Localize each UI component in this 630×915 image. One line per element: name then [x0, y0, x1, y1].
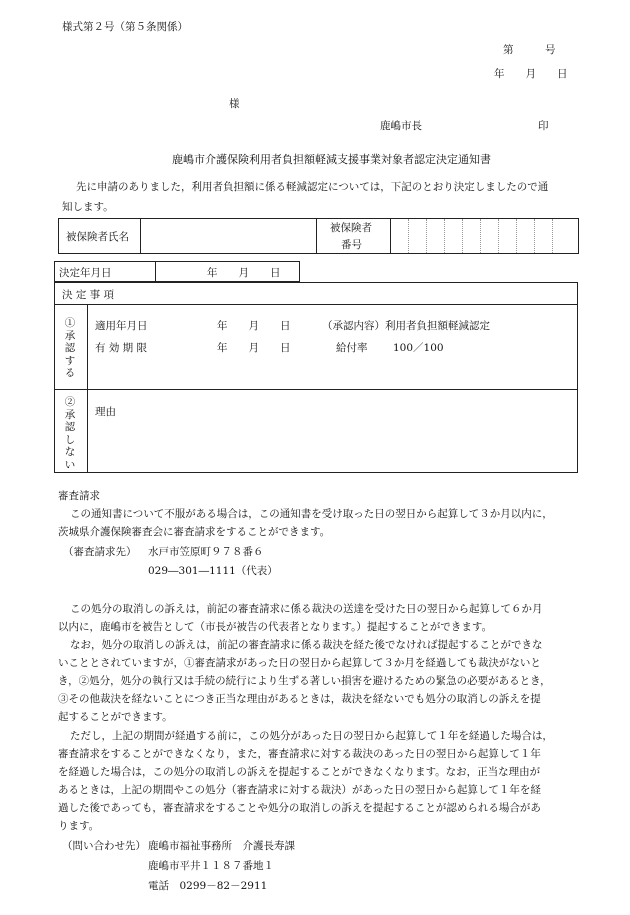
contact-address: 鹿嶋市平井１１８７番地１	[148, 860, 274, 872]
lawsuit-p1-line-2: 以内に，鹿嶋市を被告として（市長が被告の代表者となります。）提起することができます。	[58, 621, 493, 633]
decision-date-value: 年 月 日	[207, 267, 281, 279]
lawsuit-p2-line-1: なお，処分の取消しの訴えは，前記の審査請求に係る裁決を経た後でなければ提起することができな	[70, 639, 543, 651]
lawsuit-p3-line-5: 過した後であっても，審査請求をすることや処分の取消しの訴えを提起することが認められる場合があ	[58, 802, 541, 814]
lawsuit-p2-line-4: ③その他裁決を経ないことにつき正当な理由があるときは，裁決を経ないでも処分の取消しの訴えを提	[58, 693, 541, 705]
issue-date-label: 年 月 日	[494, 68, 568, 80]
lawsuit-p1-line-1: この処分の取消しの訴えは，前記の審査請求に係る裁決の送達を受けた日の翌日から起算して６か月	[70, 603, 543, 615]
sender-name: 鹿嶋市長	[380, 120, 422, 132]
form-number: 様式第２号（第５条関係）	[62, 21, 188, 33]
contact-label: （問い合わせ先）	[62, 840, 146, 852]
insured-name-label: 被保険者氏名	[66, 231, 129, 243]
appeal-destination-phone: 029―301―1111（代表）	[148, 565, 278, 577]
lawsuit-p3-line-1: ただし，上記の期間が経過する前に，この処分があった日の翌日から起算して１年を経過した場合は，	[70, 730, 553, 742]
intro-line-1: 先に申請のありました，利用者負担額に係る軽減認定については，下記のとおり決定しましたので通	[76, 181, 549, 193]
contact-phone: 電話 0299－82－2911	[148, 880, 268, 892]
approval-content: （承認内容）利用者負担額軽減認定	[322, 320, 490, 332]
reason-label: 理由	[95, 406, 116, 418]
lawsuit-p2-line-3: き，②処分，処分の執行又は手続の続行により生ずる著しい損害を避けるための緊急の必要があるとき，	[58, 675, 551, 687]
lawsuit-p3-line-2: 審査請求をすることができなくなり，また，審査請求に対する裁決のあった日の翌日から起算して１年	[58, 748, 541, 760]
lawsuit-p3-line-4: あるときは，上記の期間やこの処分（審査請求に対する裁決）があった日の翌日から起算して１年を経	[58, 784, 541, 796]
benefit-rate-label: 給付率	[336, 342, 368, 354]
decision-items-label: 決 定 事 項	[62, 289, 115, 301]
appeal-line-1: この通知書について不服がある場合は，この通知書を受け取った日の翌日から起算して３か月以内に，	[70, 508, 553, 520]
intro-line-2: 知します。	[62, 201, 114, 213]
appeal-destination-label: （審査請求先）	[63, 546, 137, 558]
contact-office: 鹿嶋市福祉事務所 介護長寿課	[148, 840, 295, 852]
benefit-rate-value: 100／100	[393, 342, 444, 354]
approve-label: ①承認する	[64, 317, 76, 379]
appeal-line-2: 茨城県介護保険審査会に審査請求をすることができます。	[58, 526, 331, 538]
lawsuit-p3-line-3: を経過した場合は，この処分の取消しの訴えを提起することができなくなります。なお，正当な理由が	[58, 766, 541, 778]
appeal-heading: 審査請求	[58, 490, 100, 502]
insured-number-label-1: 被保険者	[330, 222, 372, 234]
lawsuit-p2-line-2: いこととされていますが，①審査請求があった日の翌日から起算して３か月を経過しても裁決がないと	[58, 657, 541, 669]
reject-label: ②承認しない	[64, 396, 76, 471]
valid-period-label: 有 効 期 限	[95, 342, 148, 354]
decision-date-label: 決定年月日	[59, 267, 112, 279]
document-title: 鹿嶋市介護保険利用者負担額軽減支援事業対象者認定決定通知書	[172, 153, 491, 166]
apply-date-value: 年 月 日	[217, 320, 291, 332]
recipient-suffix: 様	[229, 98, 240, 110]
seal-mark: 印	[538, 120, 549, 132]
lawsuit-p2-line-5: 起することができます。	[58, 711, 173, 723]
lawsuit-p3-line-6: ります。	[58, 820, 100, 832]
document-number-label: 第 号	[503, 44, 556, 56]
appeal-destination-address: 水戸市笠原町９７８番６	[148, 546, 264, 558]
valid-period-value: 年 月 日	[217, 342, 291, 354]
insured-number-label-2: 番号	[341, 239, 362, 251]
apply-date-label: 適用年月日	[95, 320, 148, 332]
